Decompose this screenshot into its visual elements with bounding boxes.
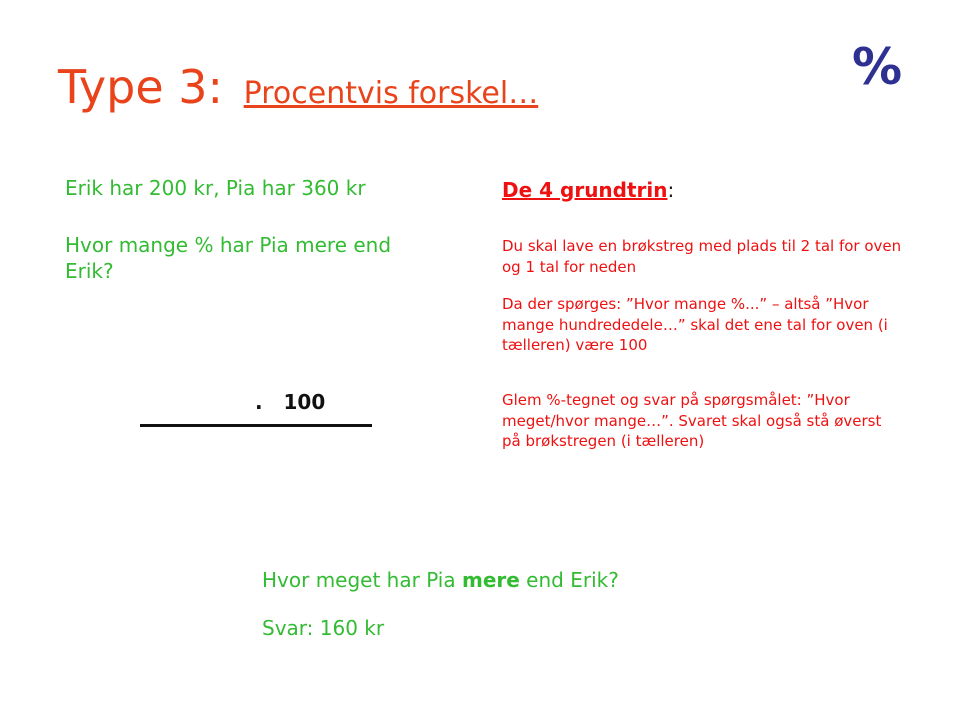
step-item: Da der spørges: ”Hvor mange %...” – altså ”Hvor mange hundrededele…” skal det ene tal for oven (i tælleren) være 100 [502, 295, 888, 355]
step-item: Glem %-tegnet og svar på spørgsmålet: ”Hvor meget/hvor mange…”. Svaret skal også stå øverst på brøkstregen (i tælleren) [502, 391, 882, 451]
followup-emphasis: mere [461, 568, 520, 592]
problem-statement: Erik har 200 kr, Pia har 360 kr [65, 176, 366, 200]
fraction [140, 388, 372, 428]
followup-before: Hvor meget har Pia [262, 568, 462, 592]
title-subtitle: Procentvis forskel… [243, 76, 539, 111]
fraction-numerator: . 100 [255, 390, 326, 414]
step-item: Du skal lave en brøkstreg med plads til 2 tal for oven og 1 tal for neden [502, 237, 902, 276]
percent-symbol: % [852, 38, 903, 96]
steps-heading-text: De 4 grundtrin [502, 178, 668, 202]
followup-question [262, 568, 619, 592]
slide-title [58, 62, 538, 113]
answer-text: Svar: 160 kr [262, 616, 385, 640]
fraction-bar [140, 424, 372, 427]
followup-after: end Erik? [519, 568, 619, 592]
steps-heading [502, 178, 674, 202]
problem-question: Hvor mange % har Pia mere end Erik? [65, 233, 392, 283]
title-main: Type 3: [58, 60, 224, 114]
steps-heading-colon: : [667, 178, 675, 202]
